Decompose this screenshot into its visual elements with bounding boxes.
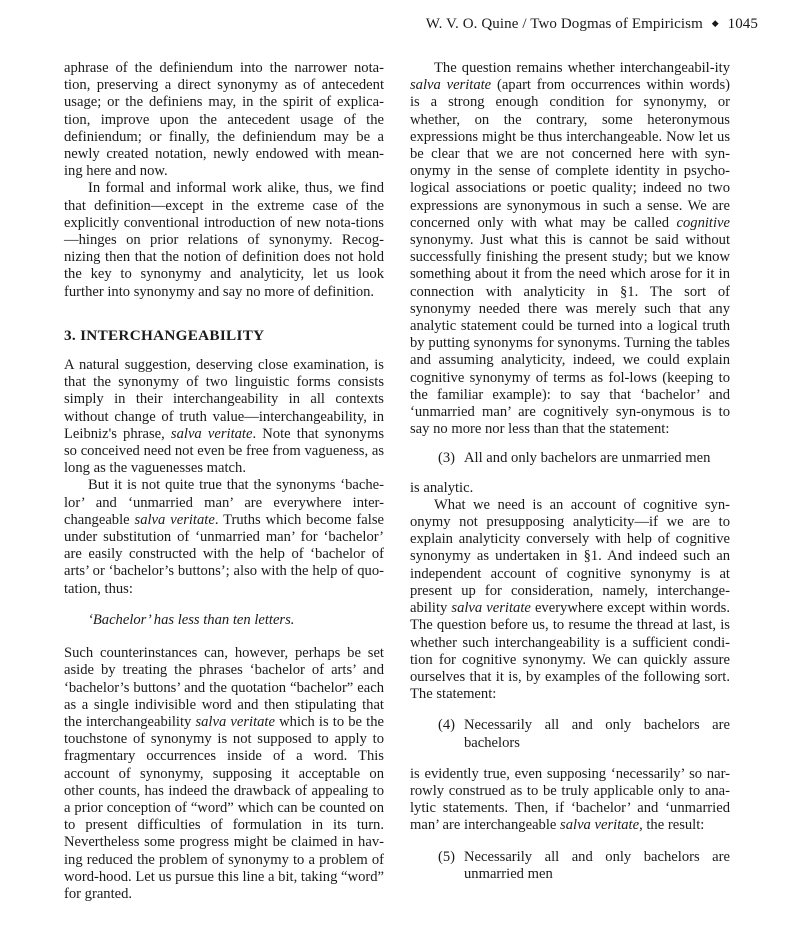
italic-term: salva veritate: [451, 600, 531, 617]
example-text: All and only bachelors are unmarried men: [464, 450, 711, 467]
text-run: But it is not quite true that the synonyms ‘bache-lor’ and ‘unmarried man’ are everywhere inter-changeable: [64, 477, 384, 528]
italic-term: salva veritate: [170, 425, 253, 442]
section-heading: 3. INTERCHANGEABILITY: [64, 326, 265, 344]
running-header: [426, 16, 758, 33]
paragraph: [64, 645, 384, 903]
text-run: . Truths which become false under substitution of ‘unmarried man’ for ‘bachelor’ are easily constructed with the help of ‘bachelor of arts’ or ‘bachelor’s buttons’; also with the help of quo-tation, thus:: [64, 511, 384, 597]
numbered-example-3: [438, 450, 730, 467]
example-sentence: ‘Bachelor’ has less than ten letters.: [88, 611, 295, 628]
text-run: is evidently true, even supposing ‘necessarily’ so nar-rowly construed as to be truly applicable only to ana-lytic statements. Then, if ‘bachelor’ and ‘unmarried man’ are interchangeable: [410, 765, 730, 834]
page-number: 1045: [727, 16, 758, 32]
paragraph: [410, 60, 730, 438]
paragraph: [64, 477, 384, 597]
example-number: (3): [438, 450, 456, 467]
text-run: (apart from occurrences within words) is a strong enough condition for synonymy, or whether, on the contrary, some heteronymous expressions might be thus interchangeable. Now let us be clear that we are not concerned here with syn-onymy in the sense of complete identity in psycho-logical associations or poetic quality; indeed no two expressions are synonymous in such a sense. We are concerned only with what may be called: [410, 77, 730, 231]
text-run: A natural suggestion, deserving close examination, is that the synonymy of two linguistic forms consists simply in their interchangeability in all contexts without change of truth value—interchangeability, in Leibniz's phrase,: [64, 357, 384, 442]
paragraph: [64, 357, 384, 477]
example-text: Necessarily all and only bachelors are unmarried men: [464, 848, 730, 882]
text-run: synonymy. Just what this is cannot be said without successfully finishing the present study; but we know something about it from the need which arose for it in connection with analyticity in §1. The sort of synonymy needed there was merely such that any analytic statement could be turned into a logical truth by putting synonyms for synonyms. Turning the tables and assuming analyticity, indeed, we could explain cognitive synonymy of terms as fol-lows (keeping to the familiar example): to say that ‘bachelor’ and ‘unmarried man’ are cognitively syn-onymous is to say no more nor less than that the statement:: [410, 232, 730, 438]
text-run: The question remains whether interchangeabil-ity: [434, 60, 730, 76]
text-run: which is to be the touchstone of synonymy is not supposed to apply to fragmentary occurrences inside of a word. This account of synonymy, supposing it acceptable on other counts, has indeed the drawback of appealing to a prior conception of “word” which can be counted on to present difficulties of formulation in its turn. Nevertheless some progress might be claimed in hav-ing reduced the problem of synonymy to a problem of word-hood. Let us pursue this line a bit, taking “word” for granted.: [64, 713, 384, 902]
paragraph: [410, 766, 730, 835]
paragraph: is analytic.: [410, 479, 474, 496]
right-column: [410, 60, 730, 897]
italic-term: salva veritate: [560, 817, 640, 834]
italic-term: salva veritate: [410, 77, 492, 94]
text-run: Such counterinstances can, however, perhaps be set aside by treating the phrases ‘bachelor of arts’ and ‘bachelor’s buttons’ and the quotation “bachelor” each as a single indivisible word and then stipulating that the interchangeability: [64, 645, 384, 730]
text-run: , the result:: [639, 817, 705, 834]
numbered-example-4: [438, 717, 730, 751]
numbered-example-5: [438, 849, 730, 883]
header-title: Two Dogmas of Empiricism: [530, 16, 703, 32]
diamond-icon: ◆: [711, 18, 719, 28]
italic-term: cognitive: [676, 214, 730, 231]
paragraph: aphrase of the definiendum into the narrower nota-tion, preserving a direct synonymy as of antecedent usage; or the definiens may, in the spirit of explica-tion, improve upon the antecedent usage of the definiendum; or finally, the definiendum may be a newly created notation, newly endowed with mean-ing here and now.: [64, 60, 384, 180]
italic-term: salva veritate: [195, 713, 275, 730]
text-run: everywhere except within words. The question before us, to resume the thread at last, is whether such interchangeability is a sufficient condi-tion for cognitive synonymy. We can quickly assure ourselves that it is, by examples of the following sort. The statement:: [410, 600, 730, 703]
header-separator: /: [522, 16, 527, 32]
italic-term: salva veritate: [134, 511, 215, 528]
example-number: (4): [438, 717, 456, 734]
header-author: W. V. O. Quine: [425, 16, 519, 32]
left-column: [64, 60, 384, 903]
example-number: (5): [438, 848, 456, 865]
paragraph: In formal and informal work alike, thus, we find that definition—except in the extreme case of the explicitly conventional introduction of new nota-tions—hinges on prior relations of synonymy. Recog-nizing then that the notion of definition does not hold the key to synonymy and analyticity, let us look further into synonymy and say no more of definition.: [64, 180, 384, 300]
example-text: Necessarily all and only bachelors are bachelors: [464, 717, 730, 751]
text-run: . Note that synonyms so conceived need not even be free from vagueness, as long as the vaguenesses match.: [64, 425, 384, 477]
paragraph: [410, 497, 730, 703]
text-run: What we need is an account of cognitive syn-onymy not presupposing analyticity—if we are to explain analyticity conversely with help of cognitive synonymy as undertaken in §1. And indeed such an independent account of cognitive synonymy is at present up for consideration, namely, interchange-ability: [410, 496, 730, 617]
